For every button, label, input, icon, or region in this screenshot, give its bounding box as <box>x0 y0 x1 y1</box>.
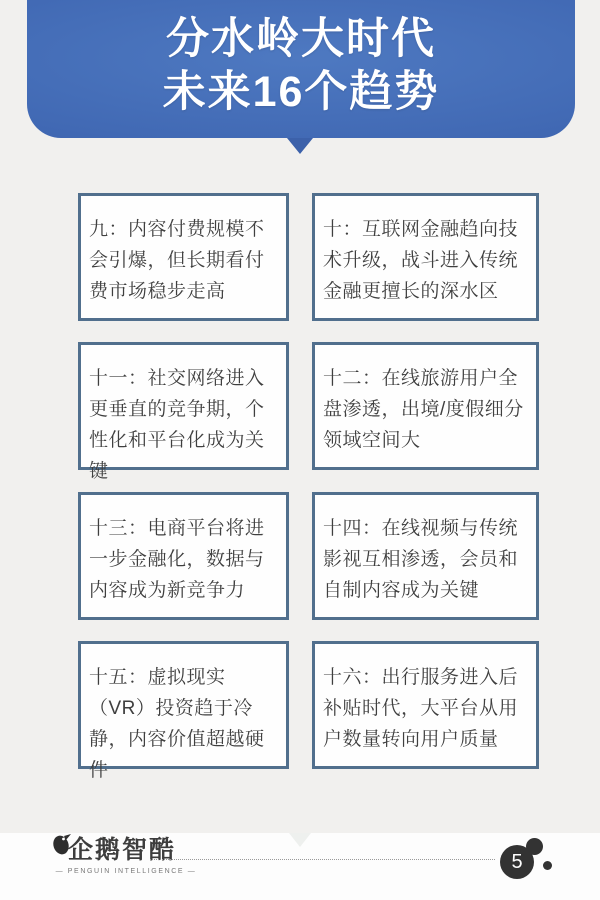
trend-card-text: 十四：在线视频与传统影视互相渗透，会员和自制内容成为关键 <box>323 518 519 601</box>
trend-card-text: 十六：出行服务进入后补贴时代，大平台从用户数量转向用户质量 <box>323 667 519 750</box>
trend-card-text: 十：互联网金融趋向技术升级，战斗进入传统金融更擅长的深水区 <box>323 219 519 302</box>
trend-card-12 <box>312 342 539 470</box>
banner-pointer-icon <box>287 138 313 154</box>
page-title <box>27 0 575 119</box>
trend-card-10 <box>312 193 539 321</box>
trend-card-text: 十二：在线旅游用户全盘渗透，出境/度假细分领域空间大 <box>323 368 524 451</box>
page-title-line2: 未来16个趋势 <box>162 68 440 116</box>
trend-card-text: 十一：社交网络进入更垂直的竞争期，个性化和平台化成为关键 <box>89 368 265 482</box>
trend-card-13 <box>78 492 289 620</box>
page-title-line1: 分水岭大时代 <box>166 15 436 63</box>
trend-card-9 <box>78 193 289 321</box>
trend-card-14 <box>312 492 539 620</box>
trend-card-text: 九：内容付费规模不会引爆，但长期看付费市场稳步走高 <box>89 219 265 302</box>
trend-card-text: 十三：电商平台将进一步金融化，数据与内容成为新竞争力 <box>89 518 265 601</box>
penguin-intelligence-logo <box>52 835 202 875</box>
title-banner <box>27 0 575 138</box>
badge-accent-dot-icon <box>543 861 552 870</box>
badge-accent-circle-icon <box>526 838 543 855</box>
footer <box>0 833 600 900</box>
logo-subtext: — PENGUIN INTELLIGENCE — <box>55 868 197 875</box>
dotted-divider <box>150 859 495 860</box>
footer-pointer-icon <box>289 833 311 847</box>
trend-card-text: 十五：虚拟现实（VR）投资趋于冷静，内容价值超越硬件 <box>89 667 265 781</box>
trend-card-11 <box>78 342 289 482</box>
trend-card-16 <box>312 641 539 769</box>
trend-card-15 <box>78 641 289 781</box>
logo-text: 企鹅智酷 <box>68 836 177 864</box>
page-number: 5 <box>511 851 523 873</box>
